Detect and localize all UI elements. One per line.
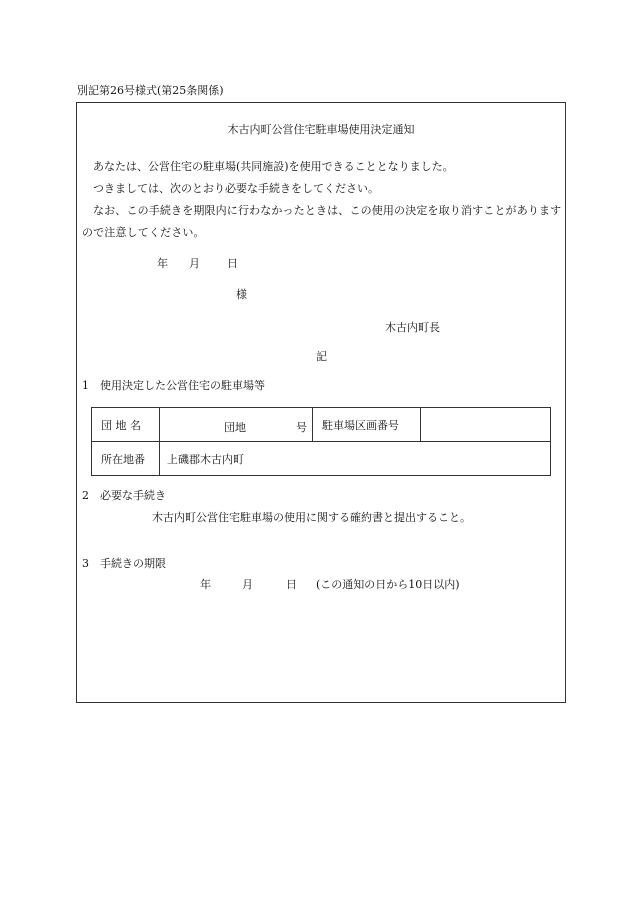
date-day-label: 日 xyxy=(227,257,238,270)
document-title: 木古内町公営住宅駐車場使用決定通知 xyxy=(227,123,415,136)
danchi-name-label: 団 地 名 xyxy=(92,408,160,442)
recipient-honorific: 様 xyxy=(236,288,247,301)
deadline-day-label: 日 xyxy=(286,578,297,591)
section-1-heading: 1 使用決定した公営住宅の駐車場等 xyxy=(82,379,265,392)
parking-number-value xyxy=(421,408,551,442)
deadline-month-label: 月 xyxy=(242,578,253,591)
deadline-line xyxy=(200,579,460,590)
paragraph-3: なお、この手続きを期限内に行わなかったときは、この使用の決定を取り消すことがありますので注意してください。 xyxy=(82,204,562,239)
paragraph-1: あなたは、公営住宅の駐車場(共同施設)を使用できることとなりました。 xyxy=(93,160,454,173)
table-row xyxy=(92,442,551,476)
issuer-name: 木古内町長 xyxy=(385,321,440,334)
deadline-year-label: 年 xyxy=(200,578,211,591)
parking-info-table xyxy=(91,407,551,476)
date-year-label: 年 xyxy=(157,257,168,270)
danchi-label: 団地 xyxy=(224,421,246,434)
deadline-note: (この通知の日から10日以内) xyxy=(316,578,460,591)
date-month-label: 月 xyxy=(189,257,200,270)
table-row xyxy=(92,408,551,442)
parking-number-label: 駐車場区画番号 xyxy=(313,408,421,442)
address-value: 上磯郡木古内町 xyxy=(160,442,551,476)
form-number: 別記第26号様式(第25条関係) xyxy=(77,84,224,97)
ki-marker: 記 xyxy=(316,350,327,363)
address-label: 所在地番 xyxy=(92,442,160,476)
go-label: 号 xyxy=(296,421,307,434)
section-2-body: 木古内町公営住宅駐車場の使用に関する確約書と提出すること。 xyxy=(152,511,471,524)
section-2-heading: 2 必要な手続き xyxy=(82,489,166,502)
danchi-number-cell xyxy=(160,408,313,442)
paragraph-2: つきましては、次のとおり必要な手続きをしてください。 xyxy=(93,182,379,195)
section-3-heading: 3 手続きの期限 xyxy=(82,557,166,570)
